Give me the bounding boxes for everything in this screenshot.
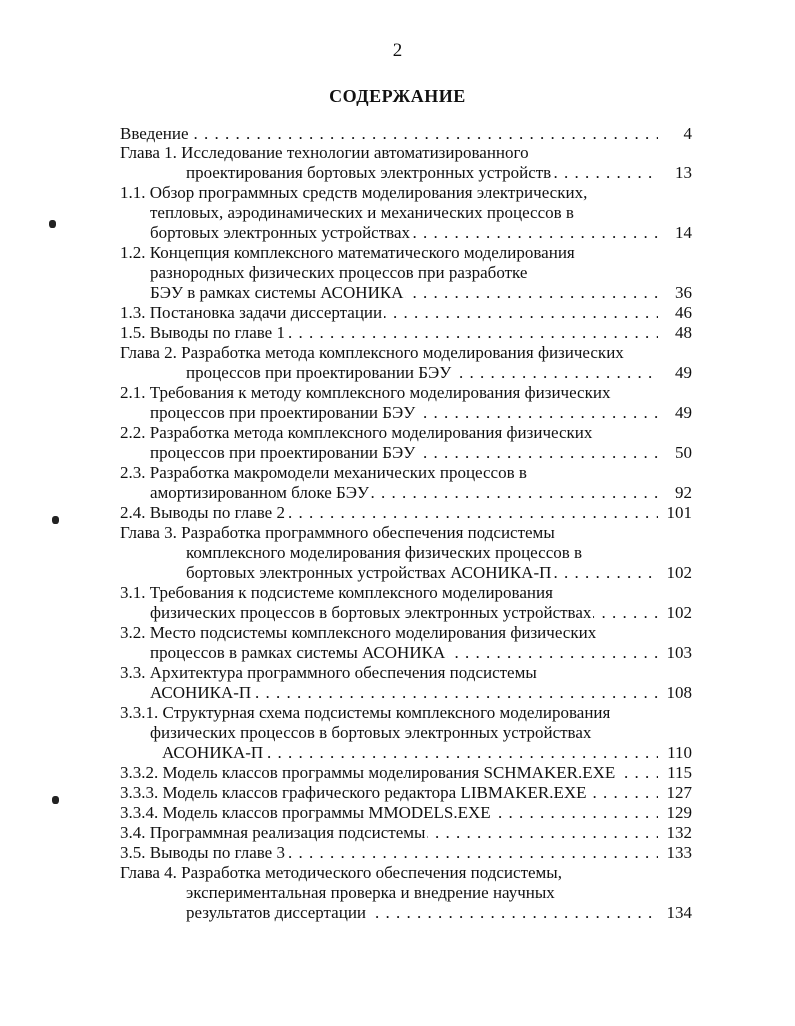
toc-page-number: 14 xyxy=(675,223,692,242)
page-title: СОДЕРЖАНИЕ xyxy=(329,86,466,106)
toc-entry-title-continued xyxy=(120,703,612,723)
toc-page-number: 92 xyxy=(675,483,692,502)
toc-page-number: 101 xyxy=(666,503,692,522)
toc-entry-title xyxy=(186,163,658,183)
toc-entry-title xyxy=(150,283,658,303)
toc-page-number: 127 xyxy=(666,783,692,802)
toc-entry-text: 2.2. Разработка метода комплексного моделирования физических xyxy=(120,423,593,442)
toc-page-number: 50 xyxy=(675,443,692,462)
toc-entry-title-continued xyxy=(120,343,626,363)
toc-entry-text: 3.1. Требования к подсистеме комплексного моделирования xyxy=(120,583,553,602)
toc-entry-title xyxy=(120,323,658,343)
toc-entry-title xyxy=(150,403,658,423)
toc-page-number: 49 xyxy=(675,403,692,422)
toc-entry-text: 2.3. Разработка макромодели механических процессов в xyxy=(120,463,527,482)
toc-entry-title-continued xyxy=(120,863,564,883)
toc-entry-text: 2.4. Выводы по главе 2 xyxy=(120,503,285,522)
toc-entry-title-continued xyxy=(150,263,529,283)
toc-page-number: 133 xyxy=(666,843,692,862)
toc-entry-title xyxy=(150,483,658,503)
toc-entry-text: Глава 1. Исследование технологии автоматизированного xyxy=(120,143,529,162)
toc-entry-title-continued xyxy=(150,203,576,223)
toc-entry-title xyxy=(150,683,658,703)
toc-page-number: 46 xyxy=(675,303,692,322)
toc-entry-text: Глава 4. Разработка методического обеспечения подсистемы, xyxy=(120,863,562,882)
toc-entry-text: 1.5. Выводы по главе 1 xyxy=(120,323,285,342)
toc-entry-title-continued xyxy=(120,143,531,163)
toc-page-number: 134 xyxy=(666,903,692,922)
toc-entry-title-continued xyxy=(120,583,555,603)
toc-page-number: 13 xyxy=(675,163,692,182)
toc-entry-title xyxy=(150,603,658,623)
toc-entry-text: Глава 3. Разработка программного обеспечения подсистемы xyxy=(120,523,555,542)
toc-entry-title-continued xyxy=(120,243,577,263)
toc-page-number: 115 xyxy=(667,763,692,782)
toc-page-number: 129 xyxy=(666,803,692,822)
toc-entry-text: АСОНИКА-П xyxy=(150,683,252,702)
toc-entry-title xyxy=(120,843,658,863)
toc-page-number: 36 xyxy=(675,283,692,302)
toc-page-number: 48 xyxy=(675,323,692,342)
toc-entry-title xyxy=(150,643,658,663)
toc-entry-text: проектирования бортовых электронных устройств xyxy=(186,163,552,182)
toc-entry-text: процессов при проектировании БЭУ xyxy=(186,363,452,382)
toc-page-number: 4 xyxy=(683,124,692,143)
toc-entry-title xyxy=(150,223,658,243)
page-number: 2 xyxy=(392,40,403,61)
toc-entry-title-continued xyxy=(120,623,598,643)
toc-page-number: 108 xyxy=(666,683,692,702)
toc-entry-title xyxy=(120,783,658,803)
toc-entry-text: 3.4. Программная реализация подсистемы xyxy=(120,823,426,842)
toc-entry-title xyxy=(120,823,658,843)
toc-entry-text: 3.3.3. Модель классов графического редактора LIBMAKER.EXE xyxy=(120,783,587,802)
toc-entry-text: комплексного моделирования физических процессов в xyxy=(186,543,583,562)
toc-entry-title xyxy=(120,803,658,823)
toc-entry-text: 3.3.1. Структурная схема подсистемы комплексного моделирования xyxy=(120,703,611,722)
toc-entry-title-continued xyxy=(120,183,589,203)
toc-page-number: 103 xyxy=(666,643,692,662)
toc-entry-text: 3.3.2. Модель классов программы моделирования SCHMAKER.EXE xyxy=(120,763,616,782)
toc-entry-title xyxy=(120,503,658,523)
toc-page-number: 102 xyxy=(666,563,692,582)
toc-entry-title-continued xyxy=(120,663,539,683)
toc-page-number: 49 xyxy=(675,363,692,382)
toc-entry-title xyxy=(120,303,658,323)
toc-entry-text: тепловых, аэродинамических и механических процессов в xyxy=(150,203,574,222)
toc-entry-text: физических процессов в бортовых электронных устройствах xyxy=(150,603,592,622)
toc-entry-text: бортовых электронных устройствах xyxy=(150,223,410,242)
toc-entry-title-continued xyxy=(120,383,612,403)
toc-entry-title-continued xyxy=(120,523,557,543)
toc-entry-text: амортизированном блоке БЭУ xyxy=(150,483,370,502)
toc-entry-title xyxy=(162,743,658,763)
toc-entry-text: 3.2. Место подсистемы комплексного моделирования физических xyxy=(120,623,597,642)
margin-mark xyxy=(49,220,56,228)
toc-entry-title xyxy=(186,903,658,923)
toc-entry-text: разнородных физических процессов при разработке xyxy=(150,263,528,282)
toc-entry-title xyxy=(150,443,658,463)
toc-entry-text: Введение xyxy=(120,124,189,143)
margin-mark xyxy=(52,516,59,524)
toc-entry-text: 3.3.4. Модель классов программы MMODELS.EXE xyxy=(120,803,491,822)
toc-entry-title xyxy=(186,563,658,583)
toc-page-number: 132 xyxy=(666,823,692,842)
toc-entry-title-continued xyxy=(150,723,593,743)
toc-entry-text: экспериментальная проверка и внедрение научных xyxy=(186,883,555,902)
margin-mark xyxy=(52,796,59,804)
toc-entry-title-continued xyxy=(120,423,594,443)
toc-entry-text: АСОНИКА-П xyxy=(162,743,264,762)
toc-page-number: 110 xyxy=(667,743,692,762)
toc-entry-text: 1.2. Концепция комплексного математического моделирования xyxy=(120,243,575,262)
toc-entry-text: БЭУ в рамках системы АСОНИКА xyxy=(150,283,404,302)
toc-entry-title-continued xyxy=(120,463,529,483)
toc-entry-text: 3.5. Выводы по главе 3 xyxy=(120,843,285,862)
toc-entry-text: 2.1. Требования к методу комплексного моделирования физических xyxy=(120,383,611,402)
toc-entry-title-continued xyxy=(186,883,557,903)
toc-entry-text: Глава 2. Разработка метода комплексного моделирования физических xyxy=(120,343,624,362)
toc-entry-text: 3.3. Архитектура программного обеспечения подсистемы xyxy=(120,663,537,682)
toc-entry-text: результатов диссертации xyxy=(186,903,367,922)
toc-entry-text: физических процессов в бортовых электронных устройствах xyxy=(150,723,592,742)
toc-entry-title xyxy=(120,763,658,783)
toc-entry-title-continued xyxy=(186,543,584,563)
toc-entry-text: 1.3. Постановка задачи диссертации xyxy=(120,303,383,322)
toc-entry-text: бортовых электронных устройствах АСОНИКА-П xyxy=(186,563,552,582)
toc-entry-text: процессов при проектировании БЭУ xyxy=(150,443,416,462)
toc-entry-text: процессов при проектировании БЭУ xyxy=(150,403,416,422)
toc-entry-title xyxy=(120,124,658,144)
toc-entry-text: 1.1. Обзор программных средств моделирования электрических, xyxy=(120,183,588,202)
toc-page-number: 102 xyxy=(666,603,692,622)
toc-entry-title xyxy=(186,363,658,383)
toc-entry-text: процессов в рамках системы АСОНИКА xyxy=(150,643,446,662)
